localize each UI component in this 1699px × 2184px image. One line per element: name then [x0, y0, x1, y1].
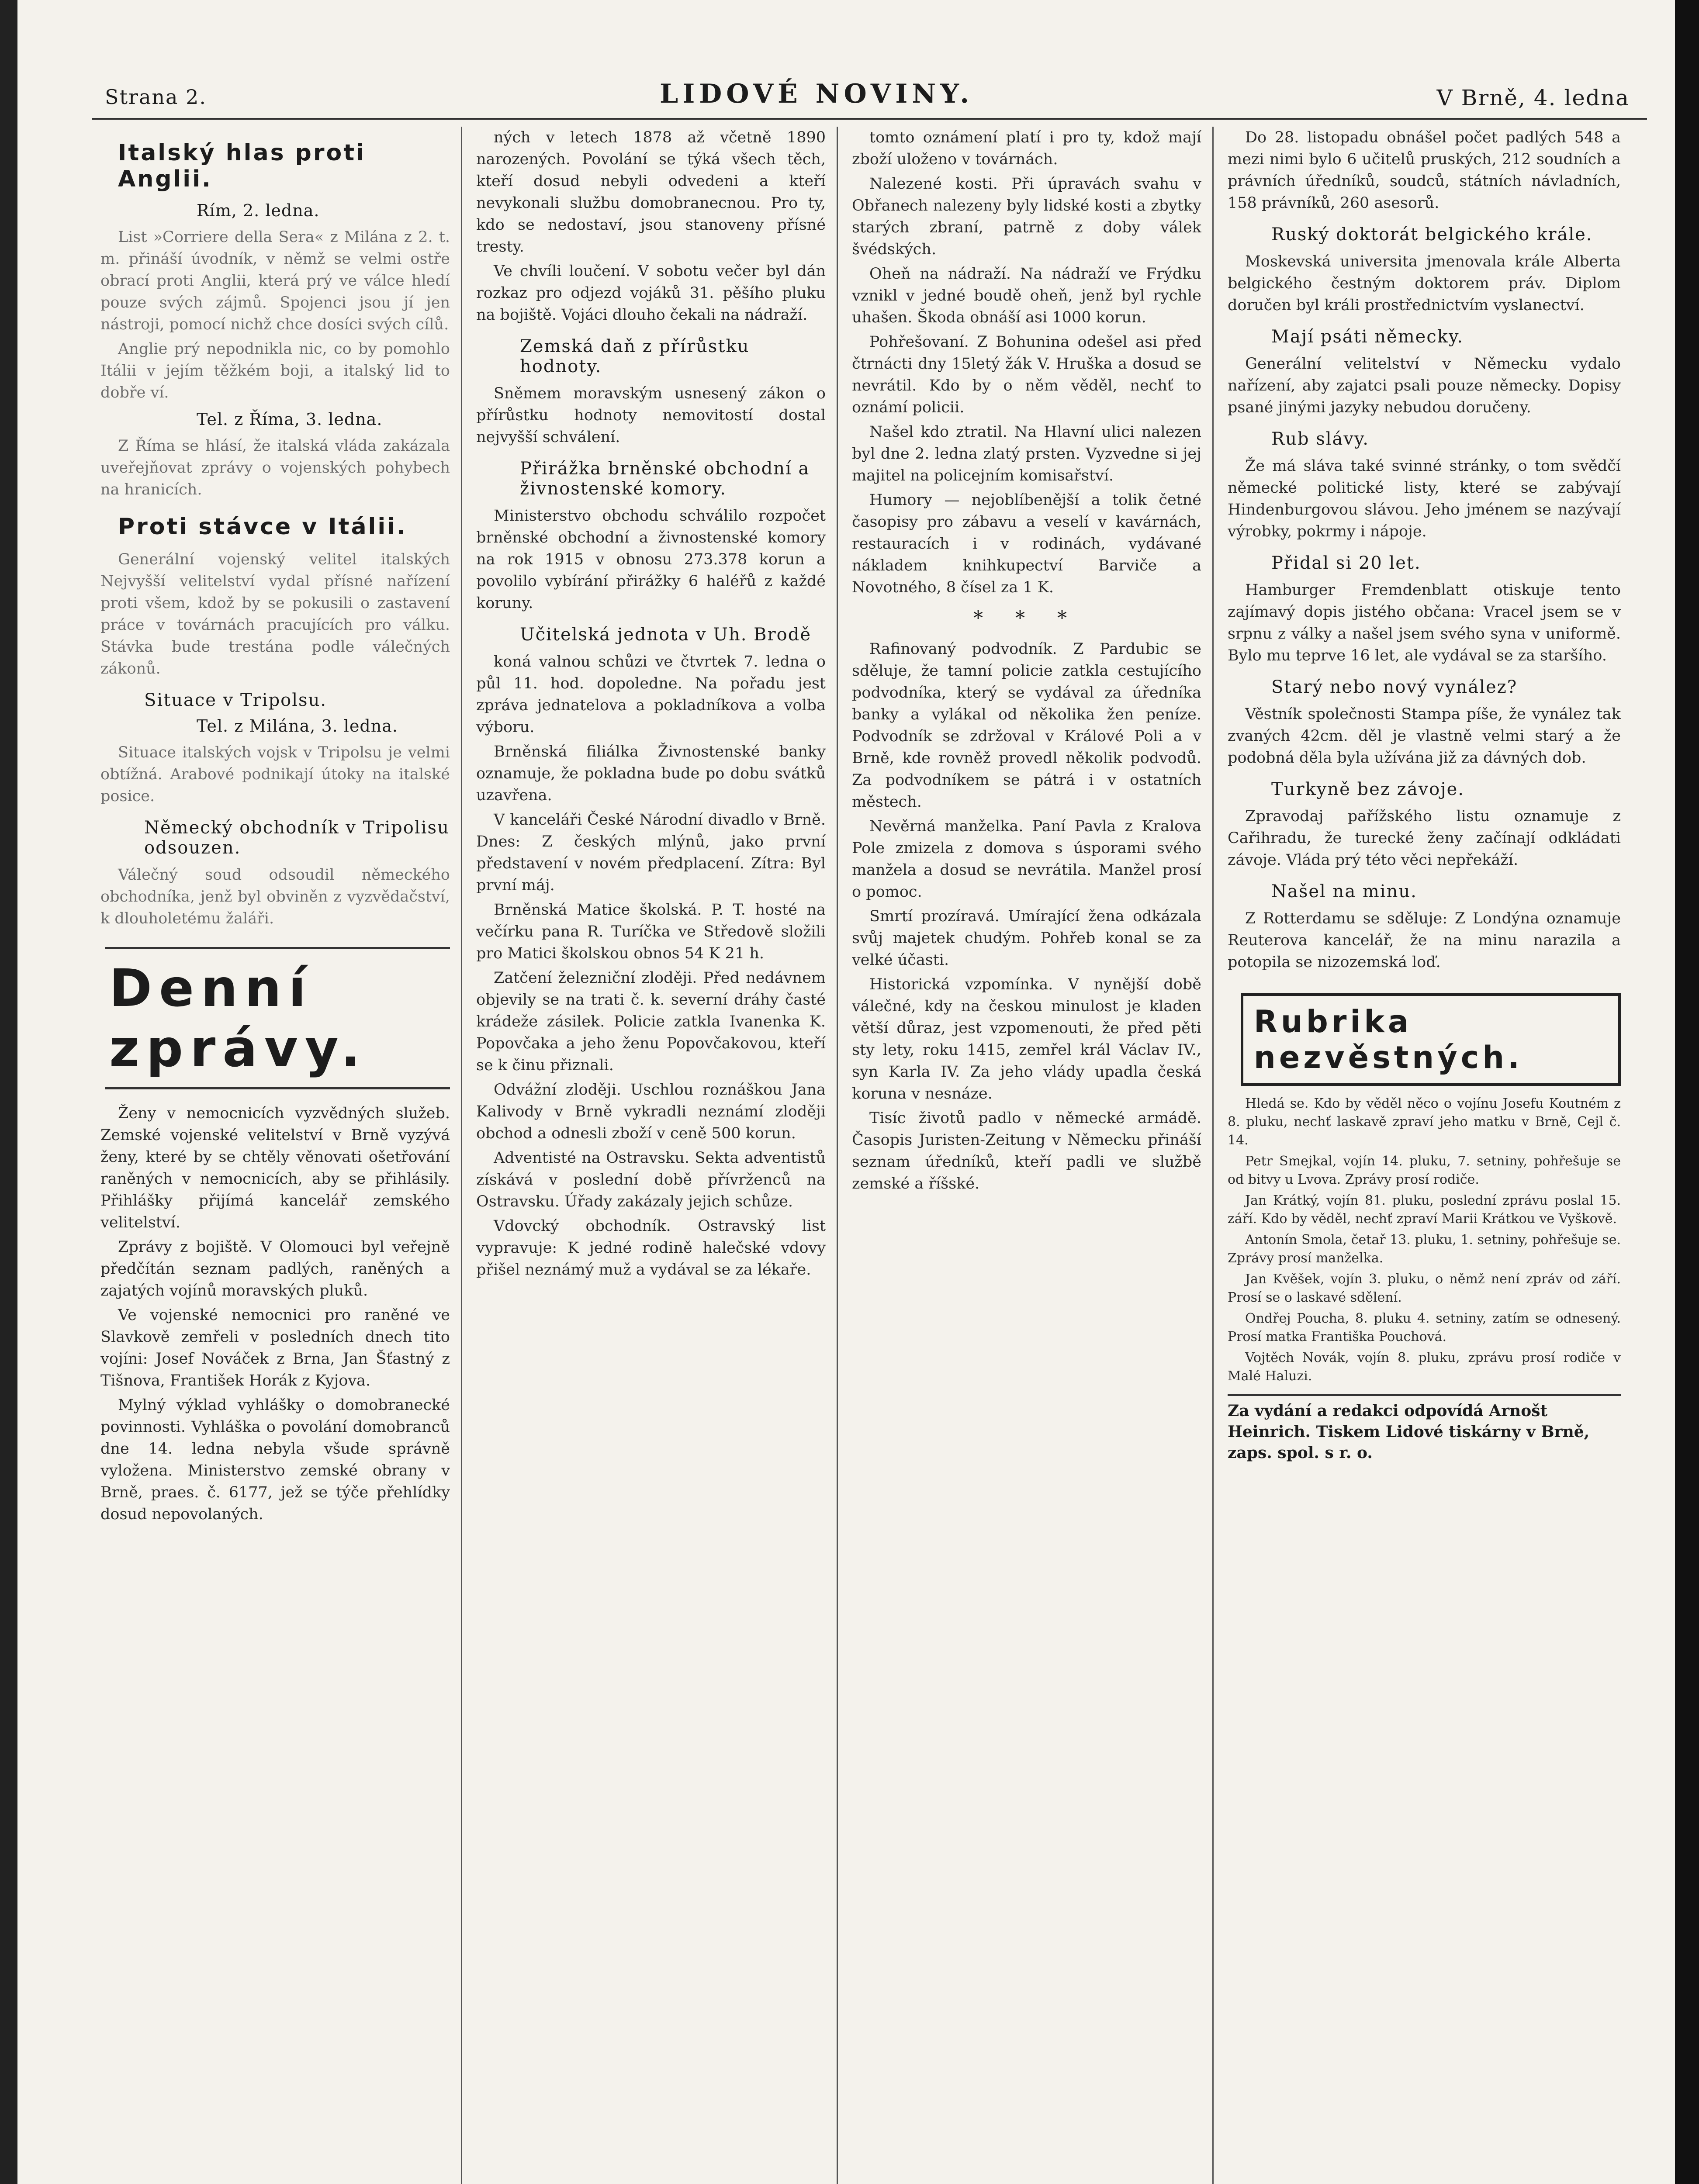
- article-text: Nevěrná manželka. Paní Pavla z Kralova Pole zmizela z domova s úsporami svého manžela a dosud se nevrátila. Manžel prosí o pomoc.: [852, 818, 1201, 901]
- article-text: Odvážní zloději. Uschlou roznáškou Jana Kalivody v Brně vykradli neznámí zloději obchod a odnesli zboží v ceně 500 korun.: [476, 1081, 826, 1142]
- dateline: Tel. z Říma, 3. ledna.: [197, 410, 383, 429]
- article-text: Generální vojenský velitel italských Nejvyšší velitelství vydal přísné nařízení proti všem, kdož by se pokusili o zastavení práce v továrnách pracujících pro válku. Stávka bude trestána podle válečných zákonů.: [100, 551, 450, 677]
- article-text: Ženy v nemocnicích vyzvědných služeb. Zemské vojenské velitelství v Brně vyzývá ženy, které by se chtěly věnovati ošetřování raněných v nemocnicích, aby se přihlásily. Přihlášky přijímá kancelář zemského velitelství.: [100, 1105, 450, 1231]
- column-separator: [1212, 127, 1214, 2184]
- article-text: Pohřešovaní. Z Bohunina odešel asi před čtrnácti dny 15letý žák V. Hruška a dosud se nevrátil. Kdo by o něm věděl, nechť to oznámí policii.: [852, 333, 1201, 416]
- scan-edge-right: [1675, 0, 1699, 2184]
- missing-persons-list: [1228, 1095, 1621, 1386]
- article-text: Nalezené kosti. Při úpravách svahu v Obřanech nalezeny byly lidské kosti a zbytky starých zbraní, patrně z doby válek švédských.: [852, 175, 1201, 258]
- dateline: Tel. z Milána, 3. ledna.: [197, 716, 398, 736]
- article-text: ných v letech 1878 až včetně 1890 narozených. Povolání se týká všech těch, kteří dosud nebyli odvedeni a kteří nevykonali službu domobranecnou. Pro ty, kdo se nedostaví, jsou stanoveny přísné tresty.: [476, 129, 826, 256]
- article-text: Zpravodaj pařížského listu oznamuje z Cařihradu, že turecké ženy začínají odkládati závoje. Vláda prý této věci nepřekáží.: [1228, 808, 1621, 869]
- imprint-footer: Za vydání a redakci odpovídá Arnošt Heinrich. Tiskem Lidové tiskárny v Brně, zaps. spol. s r. o.: [1228, 1394, 1621, 1463]
- article-text: Smrtí prozíravá. Umírající žena odkázala svůj majetek chudým. Pohřeb konal se za velké účasti.: [852, 908, 1201, 969]
- article-text: Ministerstvo obchodu schválilo rozpočet brněnské obchodní a živnostenské komory na rok 1915 v obnosu 273.378 korun a povolilo vybírání přirážky 6 haléřů z každé koruny.: [476, 507, 826, 612]
- article-text: Historická vzpomínka. V nynější době válečné, kdy na českou minulost je kladen větší důraz, jest vzpomenouti, že před pěti sty lety, roku 1415, zemřel král Václav IV., syn Karla IV. Za jeho vlády upadla česká koruna v nesnáze.: [852, 976, 1201, 1102]
- section-heading-denni-zpravy: Denní zprávy.: [105, 947, 450, 1089]
- article-heading: Německý obchodník v Tripolisu odsouzen.: [144, 818, 450, 858]
- article-heading: Našel na minu.: [1271, 881, 1417, 902]
- notice-item: Ondřej Poucha, 8. pluku 4. setniny, zatím se odnesený. Prosí matka Františka Pouchová.: [1228, 1311, 1621, 1344]
- article-text: List »Corriere della Sera« z Milána z 2. t. m. přináší úvodník, v němž se velmi ostře obrací proti Anglii, která prý ve válce hledí pouze svých zájmů. Spojenci jsou jí jen nástroji, pomocí nichž chce dosíci svých cílů.: [100, 228, 450, 333]
- article-text: V kanceláři České Národní divadlo v Brně. Dnes: Z českých mlýnů, jako první představení v novém předplacení. Zítra: Byl první máj.: [476, 811, 826, 894]
- notice-item: Vojtěch Novák, vojín 8. pluku, zprávu prosí rodiče v Malé Haluzi.: [1228, 1350, 1621, 1384]
- article-heading: Turkyně bez závoje.: [1271, 779, 1465, 799]
- column-separator: [461, 127, 462, 2184]
- article-text: Zatčení železniční zloději. Před nedávnem objevily se na trati č. k. severní dráhy časté krádeže zásilek. Policie zatkla Ivanenka K. Popovčaka a jeho ženu Popovčakovou, kteří se k činu přiznali.: [476, 969, 826, 1074]
- article-text: tomto oznámení platí i pro ty, kdož mají zboží uloženo v továrnách.: [852, 129, 1201, 168]
- article-heading: Přidal si 20 let.: [1271, 553, 1421, 573]
- article-text: Ve vojenské nemocnici pro raněné ve Slavkově zemřeli v posledních dnech tito vojíni: Josef Nováček z Brna, Jan Šťastný z Tišnova, František Horák z Kyjova.: [100, 1306, 450, 1389]
- newspaper-title: LIDOVÉ NOVINY.: [660, 79, 974, 109]
- scan-edge-left: [0, 0, 17, 2184]
- article-text: Humory — nejoblíbenější a tolik četné časopisy pro zábavu a veselí v kavárnách, restauracích i v rodinách, vydávané nákladem knihkupectví Barviče a Novotného, 8 čísel za 1 K.: [852, 491, 1201, 596]
- article-heading: Přirážka brněnské obchodní a živnostenské komory.: [520, 459, 810, 499]
- article-heading: Ruský doktorát belgického krále.: [1271, 225, 1593, 245]
- article-text: Vdovcký obchodník. Ostravský list vypravuje: K jedné rodině halečské vdovy přišel neznámý muž a vydával se za lékaře.: [476, 1217, 826, 1279]
- article-text: Z Rotterdamu se sděluje: Z Londýna oznamuje Reuterova kancelář, že na minu narazila a potopila se nizozemská loď.: [1228, 910, 1621, 971]
- notice-item: Antonín Smola, četař 13. pluku, 1. setniny, pohřešuje se. Zprávy prosí manželka.: [1228, 1232, 1621, 1266]
- article-text: Do 28. listopadu obnášel počet padlých 548 a mezi nimi bylo 6 učitelů pruských, 212 soudních a právních úředníků, soudců, státních návladních, 158 právníků, 260 asesorů.: [1228, 129, 1621, 212]
- column-2: [476, 127, 826, 2184]
- article-heading: Rub slávy.: [1271, 429, 1369, 449]
- article-text: Sněmem moravským usnesený zákon o přírůstku hodnoty nemovitostí dostal nejvyšší schválení.: [476, 385, 826, 446]
- article-text: Našel kdo ztratil. Na Hlavní ulici nalezen byl dne 2. ledna zlatý prsten. Vyzvedne si jej majitel na policejním komisařství.: [852, 423, 1201, 484]
- column-1: [100, 127, 450, 2184]
- article-text: Tisíc životů padlo v německé armádě. Časopis Juristen-Zeitung v Německu přináší seznam úředníků, kteří padli ve službě zemské a říšské.: [852, 1109, 1201, 1192]
- article-text: Generální velitelství v Německu vydalo nařízení, aby zajatci psali pouze německy. Dopisy psané jinými jazyky nebudou doručeny.: [1228, 355, 1621, 416]
- article-heading: Italský hlas proti Anglii.: [118, 140, 366, 192]
- page-number: Strana 2.: [105, 85, 207, 109]
- article-heading: Proti stávce v Itálii.: [118, 514, 407, 540]
- article-text: Anglie prý nepodnikla nic, co by pomohlo Itálii v jejím těžkém boji, a italský lid to dobře ví.: [100, 340, 450, 401]
- article-text: Brněnská filiálka Živnostenské banky oznamuje, že pokladna bude po dobu svátků uzavřena.: [476, 743, 826, 804]
- column-3: [852, 127, 1201, 2184]
- notice-item: Petr Smejkal, vojín 14. pluku, 7. setniny, pohřešuje se od bitvy u Lvova. Zprávy prosí rodiče.: [1228, 1154, 1621, 1187]
- section-divider: * * *: [973, 607, 1080, 629]
- notice-item: Hledá se. Kdo by věděl něco o vojínu Josefu Koutném z 8. pluku, nechť laskavě zpraví jeho matku v Brně, Cejl č. 14.: [1228, 1096, 1621, 1148]
- article-text: Válečný soud odsoudil německého obchodníka, jenž byl obviněn z vyzvědačství, k dlouholetému žaláři.: [100, 866, 450, 927]
- article-text: Situace italských vojsk v Tripolsu je velmi obtížná. Arabové podnikají útoky na italské posice.: [100, 744, 450, 805]
- article-text: Mylný výklad vyhlášky o domobranecké povinnosti. Vyhláška o povolání domobranců dne 14. ledna nebyla všude správně vyložena. Ministerstvo zemské obrany v Brně, praes. č. 6177, jež se týče přehlídky dosud nepovolaných.: [100, 1396, 450, 1523]
- article-text: Rafinovaný podvodník. Z Pardubic se sděluje, že tamní policie zatkla cestujícího podvodníka, který se vydával za úředníka banky a vylákal od několika žen peníze. Podvodník se zdržoval v Králové Poli a v Brně, kde rovněž provedl několik podvodů. Za podvodníkem se pátrá i v ostatních městech.: [852, 640, 1201, 811]
- article-text: Z Říma se hlásí, že italská vláda zakázala uveřejňovat zprávy o vojenských pohybech na hranicích.: [100, 437, 450, 498]
- column-4: [1228, 127, 1621, 2184]
- dateline: Rím, 2. ledna.: [197, 201, 320, 220]
- article-heading: Situace v Tripolsu.: [144, 690, 327, 710]
- notice-item: Jan Krátký, vojín 81. pluku, poslední zprávu poslal 15. září. Kdo by věděl, nechť zpraví Marii Krátkou ve Vyškově.: [1228, 1193, 1621, 1227]
- article-text: koná valnou schůzi ve čtvrtek 7. ledna o půl 11. hod. dopoledne. Na pořadu jest zpráva jednatelova a pokladníkova a volba výboru.: [476, 653, 826, 736]
- place-date: V Brně, 4. ledna: [1436, 85, 1630, 111]
- article-text: Ve chvíli loučení. V sobotu večer byl dán rozkaz pro odjezd vojáků 31. pěšího pluku na bojiště. Vojáci dlouho čekali na nádraží.: [476, 263, 826, 324]
- article-text: Moskevská universita jmenovala krále Alberta belgického čestným doktorem práv. Diplom doručen byl králi prostřednictvím vyslanectví.: [1228, 253, 1621, 314]
- article-heading: Starý nebo nový vynález?: [1271, 677, 1518, 697]
- missing-persons-heading: Rubrika nezvěstných.: [1241, 993, 1621, 1086]
- article-text: Věstník společnosti Stampa píše, že vynález tak zvaných 42cm. děl je vlastně velmi starý a že podobná děla byla užívána již za dávných dob.: [1228, 705, 1621, 767]
- article-text: Hamburger Fremdenblatt otiskuje tento zajímavý dopis jistého občana: Vracel jsem se v srpnu z války a našel jsem svého syna v uniformě. Bylo mu teprve 16 let, ale vydával se za staršího.: [1228, 581, 1621, 664]
- article-heading: Učitelská jednota v Uh. Brodě: [520, 625, 812, 645]
- article-text: Zprávy z bojiště. V Olomouci byl veřejně předčítán seznam padlých, raněných a zajatých vojínů moravských pluků.: [100, 1238, 450, 1299]
- article-heading: Zemská daň z přírůstku hodnoty.: [520, 336, 750, 377]
- notice-item: Jan Kvěšek, vojín 3. pluku, o němž není zpráv od září. Prosí se o laskavé sdělení.: [1228, 1272, 1621, 1305]
- article-text: Adventisté na Ostravsku. Sekta adventistů získává v poslední době přívrženců na Ostravsku. Úřady zakázaly jejich schůze.: [476, 1149, 826, 1210]
- masthead-rule: [92, 118, 1647, 120]
- article-text: Brněnská Matice školská. P. T. hosté na večírku pana R. Turíčka ve Středově složili pro Matici školskou obnos 54 K 21 h.: [476, 901, 826, 962]
- column-separator: [837, 127, 838, 2184]
- masthead: [92, 76, 1647, 116]
- newspaper-page: [92, 0, 1647, 2184]
- article-text: Oheň na nádraží. Na nádraží ve Frýdku vznikl v jedné boudě oheň, jenž byl rychle uhašen. Škoda obnáší asi 1000 korun.: [852, 265, 1201, 326]
- article-text: Že má sláva také svinné stránky, o tom svědčí německé politické listy, které se zabývají Hindenburgovou slávou. Jeho jménem se nazývají výrobky, pokrmy i nápoje.: [1228, 457, 1621, 540]
- article-heading: Mají psáti německy.: [1271, 327, 1464, 347]
